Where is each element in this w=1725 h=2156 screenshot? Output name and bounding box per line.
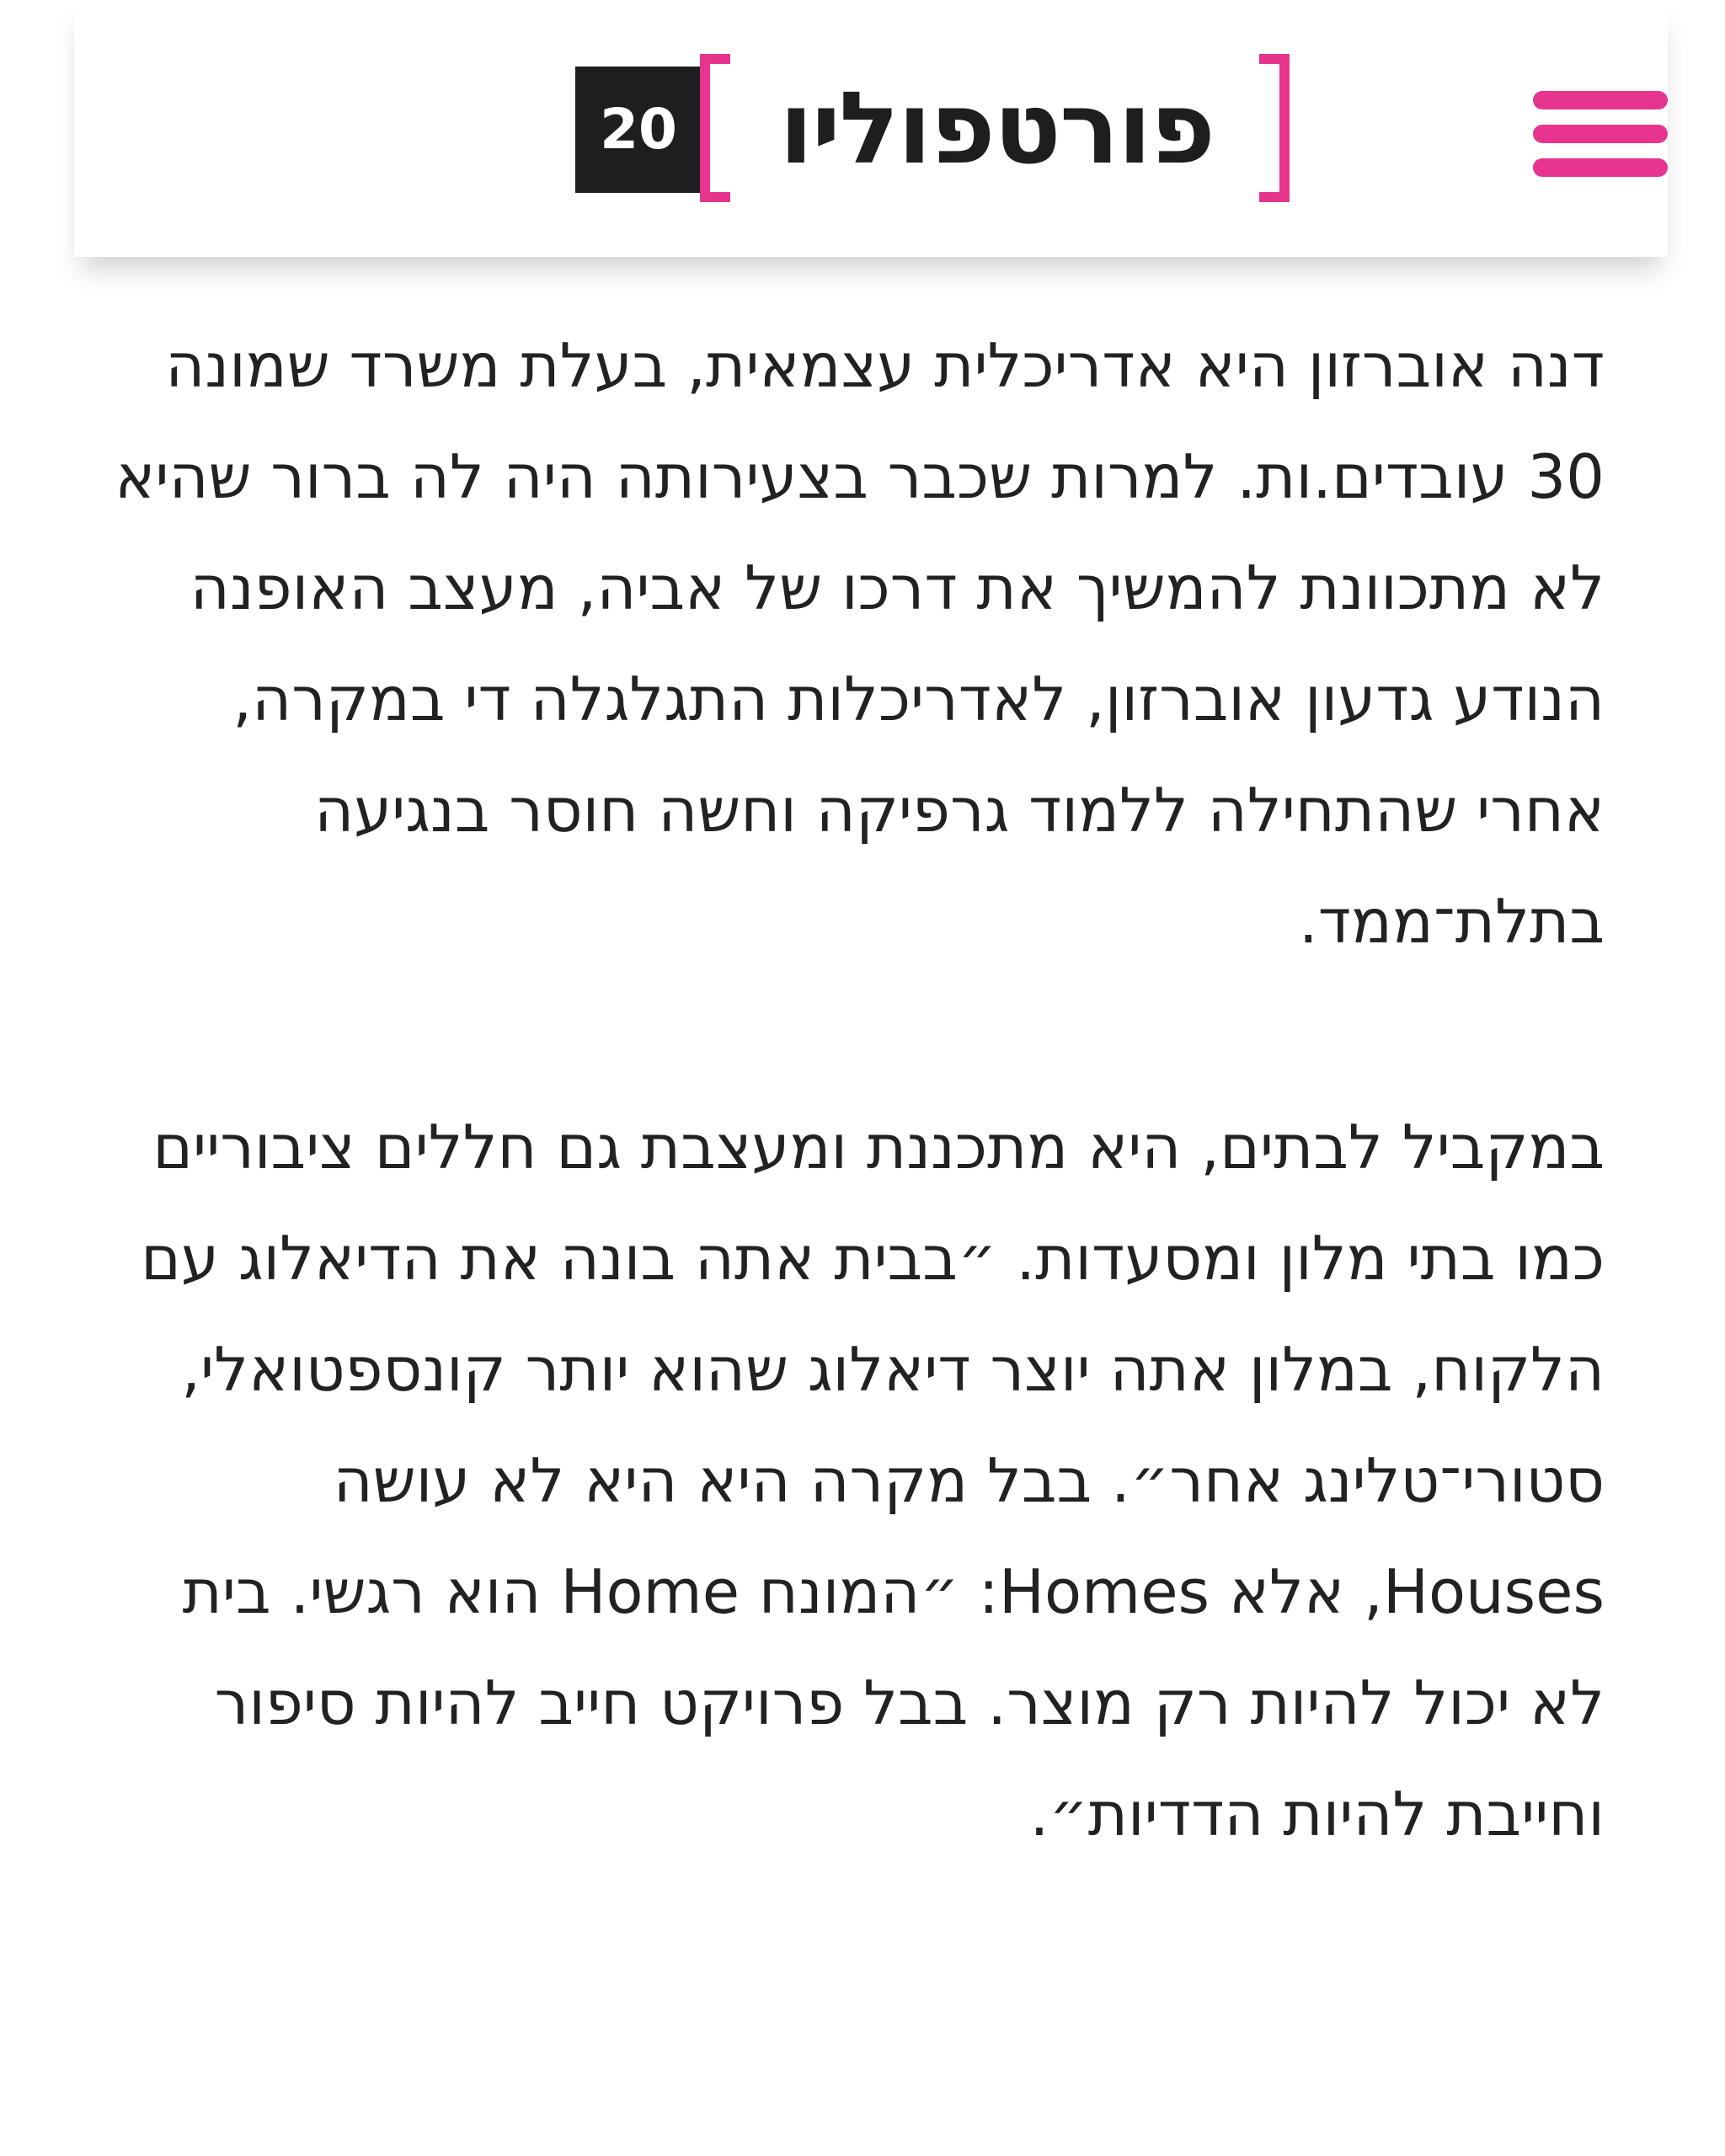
- logo-right-bracket: [1259, 54, 1290, 202]
- logo-left-bracket: [700, 54, 730, 202]
- menu-bar: [1533, 125, 1668, 143]
- site-header: [74, 0, 1668, 257]
- article-paragraph: דנה אוברזון היא אדריכלית עצמאית, בעלת משרד שמונה 30 עובדים.ות. למרות שכבר בצעירותה היה לה ברור שהיא לא מתכוונת להמשיך את דרכו של אביה, מעצב האופנה הנודע גדעון אוברזון, לאדריכלות התגלגלה די במקרה, אחרי שהתחילה ללמוד גרפיקה וחשה חוסר בנגיעה בתלת־ממד.: [115, 330, 1605, 957]
- menu-bar: [1533, 158, 1668, 177]
- article-body: [109, 310, 1605, 1870]
- logo-number-badge: 20: [575, 67, 702, 193]
- menu-bar: [1533, 91, 1668, 109]
- article-paragraph: במקביל לבתים, היא מתכננת ומעצבת גם חללים ציבוריים כמו בתי מלון ומסעדות. ״בבית אתה בונה את הדיאלוג עם הלקוח, במלון אתה יוצר דיאלוג שהוא יותר קונספטואלי, סטורי־טלינג אחר״. בבל מקרה היא היא לא עושה Houses, אלא Homes: ״המונח Home הוא רגשי. בית לא יכול להיות רק מוצר. בבל פרויקט חייב להיות סיפור וחייבת להיות הדדיות״.: [141, 1112, 1605, 1849]
- site-logo[interactable]: [499, 54, 1308, 207]
- logo-wordmark: פורטפוליו: [778, 70, 1215, 186]
- hamburger-menu-icon[interactable]: [1533, 88, 1668, 182]
